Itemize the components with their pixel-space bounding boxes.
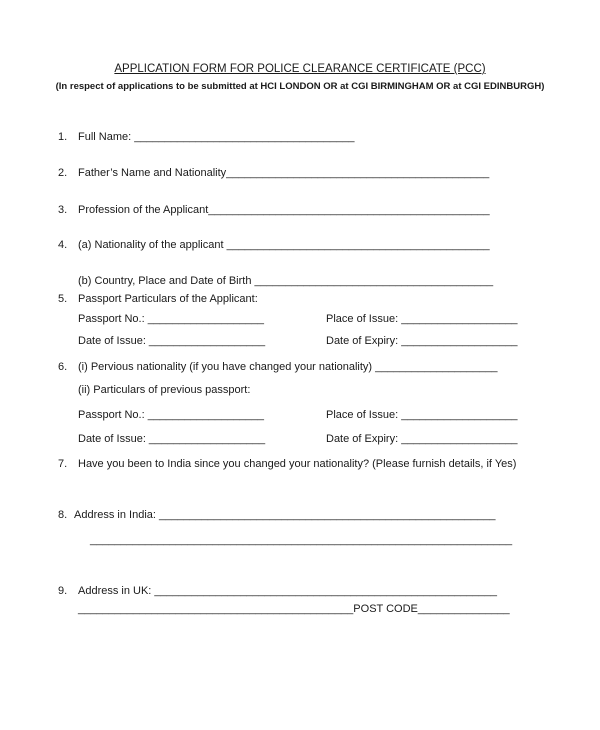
- item-number-2: 2.: [58, 167, 68, 179]
- item-number-6: 6.: [58, 361, 68, 373]
- previous-passport-heading: (ii) Particulars of previous passport:: [78, 384, 251, 396]
- item-number-9: 9.: [58, 585, 68, 597]
- date-of-expiry-field[interactable]: Date of Expiry: ___________________: [326, 335, 518, 347]
- passport-particulars-heading: Passport Particulars of the Applicant:: [78, 293, 258, 305]
- previous-passport-number-field[interactable]: Passport No.: ___________________: [78, 409, 264, 421]
- item-number-7: 7.: [58, 458, 68, 470]
- place-of-issue-field[interactable]: Place of Issue: ___________________: [326, 313, 518, 325]
- uk-address-field[interactable]: Address in UK: ________________________________________________________: [78, 585, 498, 597]
- profession-field[interactable]: Profession of the Applicant______________________________________________: [78, 204, 490, 216]
- item-number-5: 5.: [58, 293, 68, 305]
- full-name-field[interactable]: Full Name: ____________________________________: [78, 131, 355, 143]
- item-number-4: 4.: [58, 239, 68, 251]
- father-name-field[interactable]: Father’s Name and Nationality___________________________________________: [78, 167, 490, 179]
- nationality-field[interactable]: (a) Nationality of the applicant ___________________________________________: [78, 239, 490, 251]
- previous-nationality-field[interactable]: (i) Pervious nationality (if you have changed your nationality) ____________________: [78, 361, 498, 373]
- form-title: APPLICATION FORM FOR POLICE CLEARANCE CERTIFICATE (PCC): [114, 63, 486, 75]
- previous-date-of-expiry-field[interactable]: Date of Expiry: ___________________: [326, 433, 518, 445]
- india-visit-question: Have you been to India since you changed your nationality? (Please furnish details, if Yes): [78, 458, 517, 470]
- item-number-8: 8.: [58, 509, 68, 521]
- date-of-issue-field[interactable]: Date of Issue: ___________________: [78, 335, 266, 347]
- form-subtitle: (In respect of applications to be submitted at HCI LONDON OR at CGI BIRMINGHAM OR at CGI EDINBURGH): [55, 81, 545, 92]
- india-address-line-2[interactable]: _____________________________________________________________________: [90, 534, 513, 546]
- item-number-3: 3.: [58, 204, 68, 216]
- item-number-1: 1.: [58, 131, 68, 143]
- previous-place-of-issue-field[interactable]: Place of Issue: ___________________: [326, 409, 518, 421]
- previous-date-of-issue-field[interactable]: Date of Issue: ___________________: [78, 433, 266, 445]
- passport-number-field[interactable]: Passport No.: ___________________: [78, 313, 264, 325]
- uk-address-line-2-postcode[interactable]: _____________________________________________POST CODE_______________: [78, 603, 510, 615]
- birth-details-field[interactable]: (b) Country, Place and Date of Birth _______________________________________: [78, 275, 494, 287]
- india-address-field[interactable]: Address in India: _______________________________________________________: [74, 509, 496, 521]
